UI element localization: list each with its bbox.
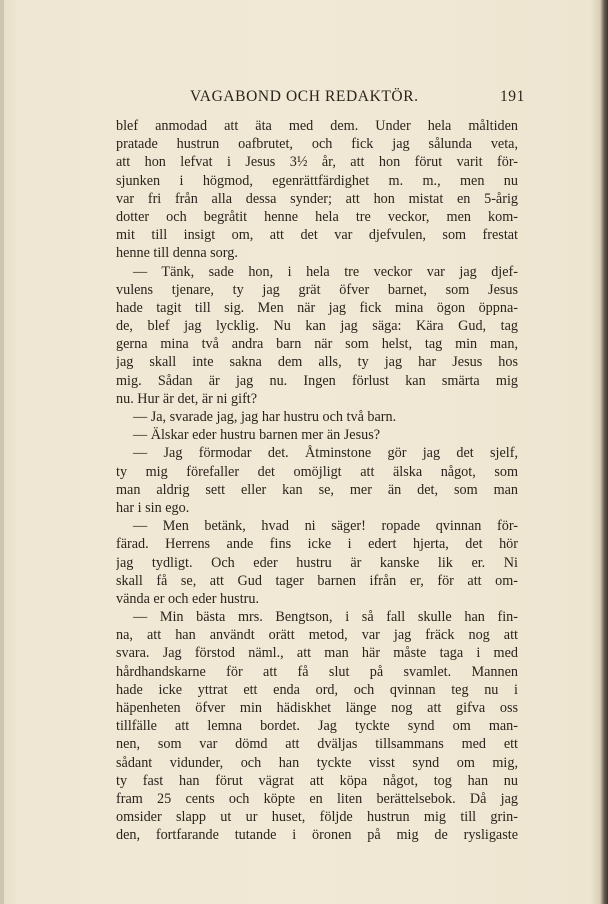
text-line: fram 25 cents och köpte en liten berättelsebok. Då jag — [116, 790, 518, 807]
text-line: tillfälle att lemna bordet. Jag tyckte synd om man- — [116, 718, 518, 735]
text-line: omsider slapp ut ur huset, följde hustrun mig till grin- — [116, 809, 518, 826]
text-line: nen, som var dömd att dväljas tillsammans med ett — [116, 736, 518, 753]
text-line: har i sin ego. — [116, 499, 190, 516]
text-line: häpenheten öfver min hädiskhet länge nog att gifva oss — [116, 700, 518, 716]
text-line: färad. Herrens ande fins icke i edert hjerta, det hör — [116, 536, 518, 553]
page-edge-shadow — [0, 0, 4, 904]
text-line: mig. Sådan är jag nu. Ingen förlust kan smärta mig — [116, 372, 518, 389]
text-line: ty mig förefaller det omöjligt att älska något, som — [116, 463, 518, 480]
text-line: vulens tjenare, ty jag grät öfver barnet, som Jesus — [116, 281, 518, 298]
text-line: henne till denna sorg. — [116, 245, 238, 262]
body-text — [116, 117, 518, 845]
text-line: var fri från alla dessa synder; att hon mistat en 5-årig — [116, 190, 518, 207]
text-line: blef anmodad att äta med dem. Under hela måltiden — [116, 118, 518, 134]
text-line: sjunken i högmod, egenrättfärdighet m. m., men nu — [116, 172, 518, 189]
running-head-title: VAGABOND OCH REDAKTÖR. — [190, 88, 419, 105]
text-line: hårdhandskarne för att få slut på svamlet. Mannen — [116, 663, 518, 680]
text-line: — Men betänk, hvad ni säger! ropade qvinnan för- — [133, 518, 518, 535]
text-line: sådant vidunder, och han tyckte visst synd om mig, — [116, 754, 518, 771]
text-line: pratade hustrun oafbrutet, och fick jag sålunda veta, — [116, 136, 518, 153]
running-head — [190, 88, 525, 112]
page-number: 191 — [499, 88, 525, 105]
text-line: hade tagit till sig. Men när jag fick mina ögon öppna- — [116, 299, 518, 316]
text-line: man aldrig sett eller kan se, mer än det, som man — [116, 481, 518, 498]
text-line: hade icke yttrat ett enda ord, och qvinnan teg nu i — [116, 681, 518, 698]
text-line: — Älskar eder hustru barnen mer än Jesus? — [133, 427, 381, 444]
text-line: jag tydligt. Och eder hustru är kanske lik er. Ni — [116, 554, 518, 571]
text-line: den, fortfarande tutande i öronen på mig de rysligaste — [116, 827, 518, 844]
text-line: ty fast han förut vägrat att köpa något, tog han nu — [116, 772, 518, 789]
text-line: — Min bästa mrs. Bengtson, i så fall skulle han fin- — [133, 609, 518, 626]
text-line: svara. Jag förstod näml., att man här måste taga i med — [116, 645, 518, 662]
text-line: de, blef jag lycklig. Nu kan jag säga: Kära Gud, tag — [116, 318, 518, 335]
text-line: nu. Hur är det, är ni gift? — [116, 390, 258, 407]
text-line: — Jag förmodar det. Åtminstone gör jag det sjelf, — [133, 445, 518, 462]
text-line: mit till insigt om, att det var djefvulen, som frestat — [116, 227, 518, 244]
text-line: gerna mina två andra barn när som helst, tag min man, — [116, 336, 518, 353]
text-line: jag skall inte sakna dem alls, ty jag har Jesus hos — [116, 354, 518, 371]
text-line: vända er och eder hustru. — [116, 590, 259, 607]
text-line: dotter och begråtit henne hela tre veckor, men kom- — [116, 208, 518, 225]
text-line: — Tänk, sade hon, i hela tre veckor var jag djef- — [133, 263, 518, 280]
text-line: skall få se, att Gud tager barnen ifrån er, för att om- — [116, 572, 518, 589]
text-line: — Ja, svarade jag, jag har hustru och två barn. — [133, 409, 397, 425]
text-line: att hon lefvat i Jesus 3½ år, att hon förut varit för- — [116, 154, 518, 171]
text-line: na, att han användt orätt metod, var jag fräck nog att — [116, 627, 518, 644]
